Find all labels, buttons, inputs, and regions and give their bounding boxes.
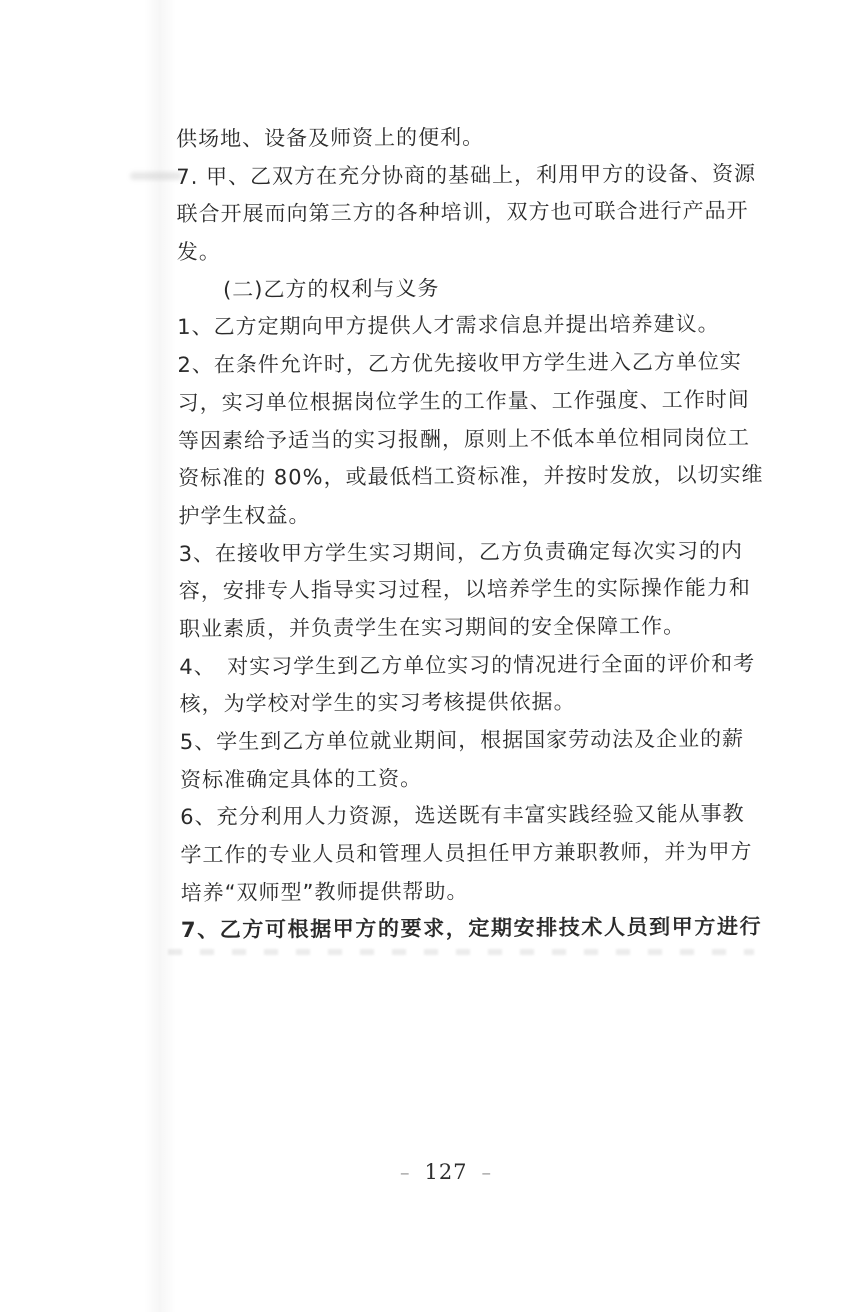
text-line: 护学生权益。 — [178, 503, 311, 528]
document-text-block — [176, 118, 764, 951]
text-line: 7、乙方可根据甲方的要求，定期安排技术人员到甲方进行 — [180, 914, 763, 943]
text-line: 容，安排专人指导实习过程，以培养学生的实际操作能力和 — [178, 575, 751, 604]
text-line: 培养“双师型”教师提供帮助。 — [180, 878, 469, 905]
text-line: 等因素给予适当的实习报酬，原则上不低本单位相同岗位工 — [177, 425, 751, 453]
text-line: 1、乙方定期向甲方提供人才需求信息并提出培养建议。 — [177, 312, 720, 340]
scan-artifact-smudge — [130, 172, 182, 180]
text-line: 4、 对实习学生到乙方单位实习的情况进行全面的评价和考 — [179, 651, 756, 679]
text-line: 联合开展而向第三方的各种培训，双方也可联合进行产品开 — [176, 198, 749, 227]
text-line: 供场地、设备及师资上的便利。 — [176, 125, 485, 151]
text-line: 学工作的专业人员和管理人员担任甲方兼职教师，并为甲方 — [180, 839, 753, 868]
section-heading: (二)乙方的权利与义务 — [222, 276, 440, 302]
page-number — [0, 1160, 856, 1184]
footer-dash-right: – — [481, 1162, 493, 1184]
page-number-value: 127 — [424, 1160, 468, 1184]
scan-artifact-left-band — [144, 0, 176, 1312]
text-line: 资标准确定具体的工资。 — [179, 766, 423, 792]
footer-dash-left: – — [399, 1162, 411, 1184]
text-line: 核，为学校对学生的实习考核提供依据。 — [179, 689, 576, 717]
text-line: 7. 甲、乙双方在充分协商的基础上，利用甲方的设备、资源 — [176, 161, 757, 189]
text-line: 资标准的 80%，或最低档工资标准，并按时发放，以切实维 — [178, 462, 764, 491]
scan-artifact-bottom-noise — [168, 949, 754, 955]
text-line: 职业素质，并负责学生在实习期间的安全保障工作。 — [179, 613, 686, 641]
text-line: 2、在条件允许时，乙方优先接收甲方学生进入乙方单位实 — [177, 349, 742, 378]
text-line: 习，实习单位根据岗位学生的工作量、工作强度、工作时间 — [177, 387, 750, 415]
text-line: 5、学生到乙方单位就业期间，根据国家劳动法及企业的薪 — [179, 726, 745, 754]
text-line: 3、在接收甲方学生实习期间，乙方负责确定每次实习的内 — [178, 538, 744, 566]
text-line: 发。 — [176, 239, 221, 265]
text-line: 6、充分利用人力资源，选送既有丰富实践经验又能从事教 — [180, 801, 745, 830]
